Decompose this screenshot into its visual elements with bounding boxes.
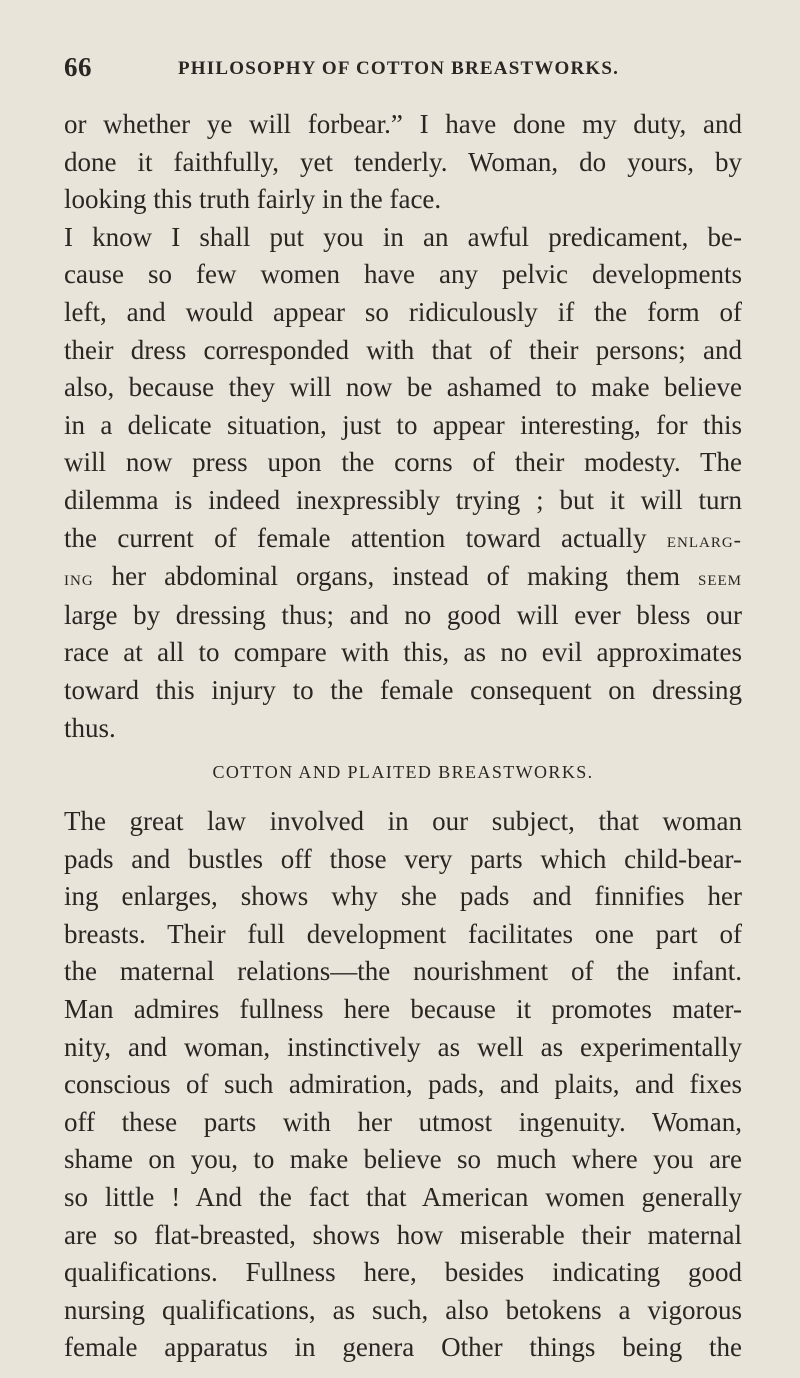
text-line: ing enlarges, shows why she pads and finnifies her: [64, 881, 742, 912]
small-caps-word: enlarg-: [666, 526, 743, 552]
text-line: race at all to compare with this, as no evil approximates: [64, 637, 742, 668]
section-heading: COTTON AND PLAITED BREASTWORKS.: [212, 762, 594, 783]
text-line: cause so few women have any pelvic developments: [64, 259, 742, 290]
text-segment: the current of female attention toward actually: [64, 522, 647, 553]
text-line: toward this injury to the female consequent on dressing: [64, 674, 742, 705]
small-caps-word: seem: [698, 565, 743, 591]
text-line: will now press upon the corns of their modesty. The: [64, 447, 742, 478]
text-line: left, and would appear so ridiculously if the form of: [64, 296, 742, 327]
text-segment: her abdominal organs, instead of making them: [111, 561, 681, 592]
text-line: off these parts with her utmost ingenuity. Woman,: [64, 1106, 742, 1137]
text-line: [64, 558, 742, 597]
running-title: PHILOSOPHY OF COTTON BREASTWORKS.: [178, 58, 620, 79]
paragraph-1: [64, 106, 742, 219]
text-line: breasts. Their full development facilitates one part of: [64, 918, 742, 949]
small-caps-word: ing: [64, 565, 94, 591]
text-line: nursing qualifications, as such, also betokens a vigorous: [64, 1294, 742, 1325]
text-line: in a delicate situation, just to appear interesting, for this: [64, 409, 742, 440]
text-line: [64, 520, 742, 559]
text-line: large by dressing thus; and no good will ever bless our: [64, 599, 742, 630]
text-line: also, because they will now be ashamed to make believe: [64, 372, 742, 403]
text-line: shame on you, to make believe so much where you are: [64, 1144, 742, 1175]
text-line: nity, and woman, instinctively as well as experimentally: [64, 1031, 742, 1062]
text-line: or whether ye will forbear.” I have done my duty, and: [64, 109, 742, 139]
text-line: dilemma is indeed inexpressibly trying ; but it will turn: [64, 484, 742, 515]
paragraph-2: [64, 219, 742, 747]
text-line: The great law involved in our subject, that woman: [64, 806, 742, 837]
body-text: [64, 106, 742, 1367]
text-line: their dress corresponded with that of their persons; and: [64, 334, 742, 365]
text-line: the maternal relations—the nourishment of the infant.: [64, 956, 742, 987]
text-line: are so flat-breasted, shows how miserable their maternal: [64, 1219, 742, 1250]
text-line: pads and bustles off those very parts which child-bear-: [64, 843, 742, 874]
text-line: thus.: [64, 712, 116, 743]
running-head: [64, 52, 742, 86]
text-line: so little ! And the fact that American women generally: [64, 1182, 742, 1213]
text-line: done it faithfully, yet tenderly. Woman, do yours, by: [64, 146, 742, 177]
text-line: I know I shall put you in an awful predicament, be-: [64, 221, 742, 252]
page-number: 66: [64, 52, 92, 82]
text-line: conscious of such admiration, pads, and plaits, and fixes: [64, 1069, 742, 1100]
text-line: female apparatus in genera Other things being the: [64, 1332, 742, 1363]
paragraph-3: [64, 803, 742, 1367]
text-line: looking this truth fairly in the face.: [64, 184, 442, 215]
text-line: qualifications. Fullness here, besides indicating good: [64, 1257, 742, 1288]
text-line: Man admires fullness here because it promotes mater-: [64, 994, 742, 1025]
